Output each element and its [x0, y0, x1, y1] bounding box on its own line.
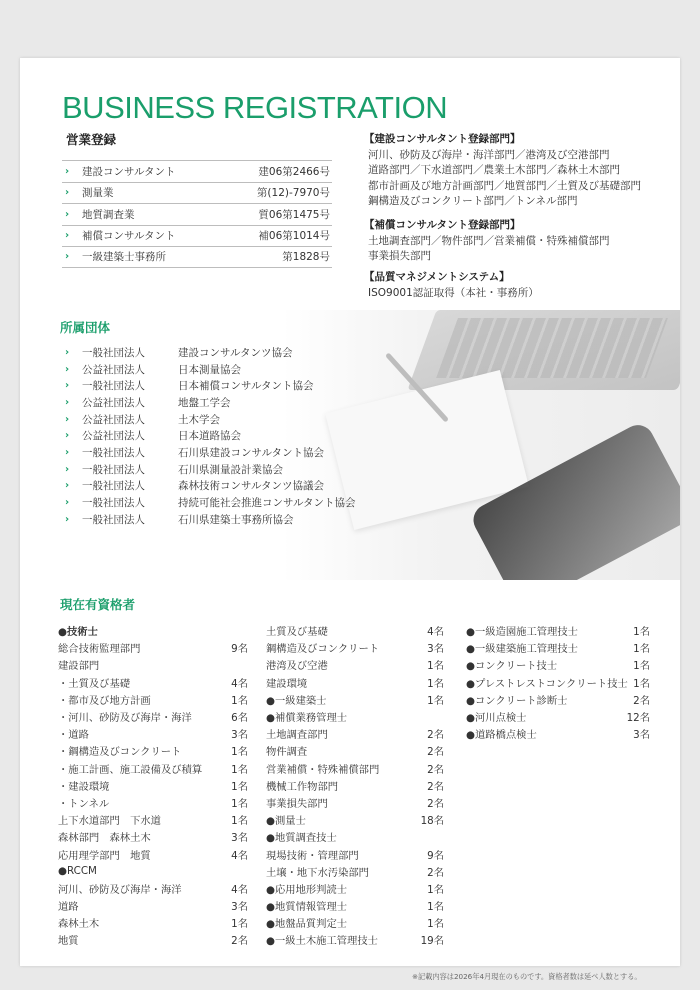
chevron-right-icon: › — [65, 251, 70, 263]
affiliation-item — [62, 494, 356, 511]
qualification-label: 港湾及び空港 — [266, 660, 328, 673]
qualification-count: 1名 — [231, 815, 248, 828]
registration-row — [62, 225, 332, 247]
qualification-count: 4名 — [231, 883, 248, 896]
qualification-label: ・都市及び地方計画 — [58, 694, 151, 707]
section-line: ISO9001認証取得（本社・事務所） — [368, 286, 539, 299]
qualification-row — [266, 880, 444, 897]
qualifications-heading: 現在有資格者 — [60, 597, 136, 612]
affiliation-type: 公益社団法人 — [82, 396, 145, 409]
qualification-row — [266, 828, 444, 845]
affiliation-item — [62, 427, 356, 444]
qualification-count: 1名 — [231, 780, 248, 793]
qualification-row — [58, 742, 248, 759]
compensation-consultant-heading: 【補償コンサルタント登録部門】 — [364, 219, 521, 231]
affiliation-type: 一般社団法人 — [82, 513, 145, 526]
qualification-count: 2名 — [427, 866, 444, 879]
qualification-count: 3名 — [231, 832, 248, 845]
qualification-label: ●応用地形判読士 — [266, 883, 348, 896]
qualification-count: 2名 — [633, 694, 650, 707]
qualification-row — [266, 725, 444, 742]
qualification-count: 1名 — [427, 677, 444, 690]
qualification-label: 事業損失部門 — [266, 797, 328, 810]
qualification-label: ●プレストレストコンクリート技士 — [466, 677, 628, 690]
chevron-right-icon: › — [65, 230, 70, 242]
qualification-label: ●地質情報管理士 — [266, 901, 348, 914]
affiliation-item — [62, 478, 356, 495]
qualification-count: 1名 — [633, 677, 650, 690]
qualification-row — [466, 656, 650, 673]
qualification-label: ●道路橋点検士 — [466, 729, 537, 742]
qualification-count: 2名 — [427, 780, 444, 793]
affiliation-name: 日本測量協会 — [178, 363, 241, 376]
qualification-label: 営業補償・特殊補償部門 — [266, 763, 380, 776]
affiliation-name: 石川県建設コンサルタント協会 — [178, 446, 325, 459]
qualification-count: 1名 — [427, 883, 444, 896]
qualification-count: 1名 — [633, 643, 650, 656]
affiliation-item — [62, 411, 356, 428]
qualification-row — [58, 708, 248, 725]
qualification-row — [266, 863, 444, 880]
qualification-label: 現場技術・管理部門 — [266, 849, 359, 862]
qualification-count: 4名 — [231, 677, 248, 690]
qualification-row — [266, 931, 444, 948]
chevron-right-icon: › — [65, 346, 70, 358]
affiliation-type: 一般社団法人 — [82, 380, 145, 393]
qualification-label: 総合技術監理部門 — [58, 643, 141, 656]
qualification-count: 1名 — [427, 901, 444, 914]
qualification-row — [266, 777, 444, 794]
qualification-count: 1名 — [427, 694, 444, 707]
qualification-row — [266, 897, 444, 914]
qualification-label: ●技術士 — [58, 626, 98, 639]
qualifications-column-3 — [466, 622, 650, 742]
affiliation-name: 石川県建築士事務所協会 — [178, 513, 294, 526]
qualification-row — [266, 674, 444, 691]
registration-number: 補06第1014号 — [258, 230, 330, 243]
qualification-row — [466, 708, 650, 725]
compensation-consultant-section — [364, 218, 610, 265]
qualification-label: ●コンクリート技士 — [466, 660, 558, 673]
affiliation-item — [62, 511, 356, 528]
chevron-right-icon: › — [65, 380, 70, 392]
qualification-row — [466, 674, 650, 691]
qualification-row — [466, 639, 650, 656]
qualification-label: 土質及び基礎 — [266, 626, 328, 639]
registration-number: 第(12)-7970号 — [256, 187, 330, 200]
qualification-row — [58, 880, 248, 897]
affiliations-heading: 所属団体 — [60, 320, 111, 335]
qualification-row — [266, 622, 444, 639]
qualification-row — [58, 777, 248, 794]
construction-consultant-section — [364, 132, 641, 210]
chevron-right-icon: › — [65, 187, 70, 199]
qualification-count: 9名 — [427, 849, 444, 862]
qualification-label: 森林土木 — [58, 918, 100, 931]
affiliation-item — [62, 344, 356, 361]
affiliation-type: 公益社団法人 — [82, 363, 145, 376]
quality-system-heading: 【品質マネジメントシステム】 — [364, 271, 510, 283]
affiliation-name: 地盤工学会 — [178, 396, 231, 409]
qualification-row — [58, 897, 248, 914]
affiliation-type: 公益社団法人 — [82, 430, 145, 443]
document-page — [20, 58, 680, 966]
qualification-count: 12名 — [626, 712, 650, 725]
qualification-label: ・建設環境 — [58, 780, 110, 793]
chevron-right-icon: › — [65, 430, 70, 442]
qualification-label: 道路 — [58, 901, 79, 914]
qualification-row — [58, 639, 248, 656]
qualification-count: 1名 — [633, 660, 650, 673]
affiliation-type: 一般社団法人 — [82, 497, 145, 510]
chevron-right-icon: › — [65, 480, 70, 492]
qualification-row — [58, 674, 248, 691]
qualification-label: ●一級造園施工管理技士 — [466, 626, 578, 639]
qualification-label: 地質 — [58, 935, 79, 948]
qualification-label: 建設部門 — [58, 660, 100, 673]
chevron-right-icon: › — [65, 165, 70, 177]
chevron-right-icon: › — [65, 463, 70, 475]
qualification-row — [266, 639, 444, 656]
qualification-label: 機械工作物部門 — [266, 780, 339, 793]
section-line: 道路部門／下水道部門／農業土木部門／森林土木部門 — [368, 164, 620, 177]
qualification-count: 1名 — [231, 746, 248, 759]
qualification-count: 2名 — [427, 763, 444, 776]
qualification-count: 1名 — [427, 660, 444, 673]
qualification-label: ●地盤品質判定士 — [266, 918, 348, 931]
affiliation-item — [62, 361, 356, 378]
qualification-row — [58, 863, 248, 880]
qualification-count: 2名 — [427, 746, 444, 759]
qualification-count: 2名 — [231, 935, 248, 948]
qualification-row — [266, 691, 444, 708]
qualification-row — [266, 708, 444, 725]
section-line: 鋼構造及びコンクリート部門／トンネル部門 — [368, 195, 578, 208]
qualification-row — [58, 845, 248, 862]
affiliation-type: 一般社団法人 — [82, 463, 145, 476]
qualification-label: ・トンネル — [58, 797, 110, 810]
qualification-label: ●一級土木施工管理技士 — [266, 935, 378, 948]
page-title: BUSINESS REGISTRATION — [62, 90, 448, 125]
affiliation-name: 土木学会 — [178, 413, 220, 426]
qualification-label: 土地調査部門 — [266, 729, 328, 742]
construction-consultant-heading: 【建設コンサルタント登録部門】 — [364, 133, 521, 145]
qualification-count: 4名 — [231, 849, 248, 862]
registration-name: 建設コンサルタント — [82, 165, 176, 178]
affiliation-name: 森林技術コンサルタンツ協議会 — [178, 480, 325, 493]
qualification-label: ●地質調査技士 — [266, 832, 337, 845]
qualification-label: ●測量士 — [266, 815, 306, 828]
section-line: 河川、砂防及び海岸・海洋部門／港湾及び空港部門 — [368, 148, 610, 161]
section-line: 土地調査部門／物件部門／営業補償・特殊補償部門 — [368, 234, 610, 247]
qualification-row — [266, 656, 444, 673]
affiliation-type: 一般社団法人 — [82, 346, 145, 359]
qualification-count: 3名 — [427, 643, 444, 656]
affiliation-name: 石川県測量設計業協会 — [178, 463, 283, 476]
qualification-label: 土壌・地下水汚染部門 — [266, 866, 369, 879]
registration-number: 第1828号 — [282, 251, 330, 264]
qualification-row — [466, 725, 650, 742]
qualification-row — [266, 811, 444, 828]
affiliation-item — [62, 377, 356, 394]
qualification-count: 1名 — [231, 918, 248, 931]
qualification-count: 1名 — [231, 797, 248, 810]
qualification-label: ●河川点検士 — [466, 712, 527, 725]
qualification-count: 3名 — [231, 729, 248, 742]
qualification-label: ●一級建築施工管理技士 — [466, 643, 578, 656]
chevron-right-icon: › — [65, 513, 70, 525]
qualification-label: ●一級建築士 — [266, 694, 327, 707]
qualification-label: ・鋼構造及びコンクリート — [58, 746, 182, 759]
registration-name: 一級建築士事務所 — [82, 251, 166, 264]
qualification-count: 4名 — [427, 626, 444, 639]
qualification-label: ・土質及び基礎 — [58, 677, 131, 690]
affiliation-type: 一般社団法人 — [82, 480, 145, 493]
affiliation-type: 一般社団法人 — [82, 446, 145, 459]
section-line: 都市計画及び地方計画部門／地質部門／土質及び基礎部門 — [368, 179, 641, 192]
qualification-label: 応用理学部門 地質 — [58, 849, 151, 862]
qualification-label: ・施工計画、施工設備及び積算 — [58, 763, 203, 776]
qualifications-column-2 — [266, 622, 444, 949]
qualification-row — [266, 742, 444, 759]
qualification-count: 3名 — [231, 901, 248, 914]
qualification-label: ・河川、砂防及び海岸・海洋 — [58, 712, 192, 725]
qualification-row — [58, 760, 248, 777]
registration-row — [62, 203, 332, 225]
qualification-label: 物件調査 — [266, 746, 308, 759]
qualification-row — [266, 794, 444, 811]
chevron-right-icon: › — [65, 396, 70, 408]
affiliation-name: 建設コンサルタンツ協会 — [178, 346, 293, 359]
qualification-row — [58, 914, 248, 931]
affiliation-item — [62, 394, 356, 411]
qualification-count: 9名 — [231, 643, 248, 656]
registration-number: 質06第1475号 — [258, 208, 330, 221]
chevron-right-icon: › — [65, 413, 70, 425]
qualification-label: ●コンクリート診断士 — [466, 694, 568, 707]
registration-name: 地質調査業 — [82, 208, 135, 221]
affiliation-type: 公益社団法人 — [82, 413, 145, 426]
quality-system-section — [364, 270, 539, 301]
qualification-count: 19名 — [420, 935, 444, 948]
qualification-row — [58, 691, 248, 708]
qualification-label: 上下水道部門 下水道 — [58, 815, 161, 828]
section-line: 事業損失部門 — [368, 250, 431, 263]
affiliations-list — [62, 344, 356, 528]
registration-number: 建06第2466号 — [258, 165, 330, 178]
registration-row — [62, 182, 332, 204]
qualification-row — [466, 622, 650, 639]
registration-heading: 営業登録 — [66, 132, 117, 147]
qualifications-column-1 — [58, 622, 248, 949]
qualification-label: ●RCCM — [58, 865, 97, 878]
registration-name: 測量業 — [82, 187, 114, 200]
chevron-right-icon: › — [65, 497, 70, 509]
affiliation-item — [62, 461, 356, 478]
registration-row — [62, 246, 332, 268]
chevron-right-icon: › — [65, 208, 70, 220]
qualification-label: ●補償業務管理士 — [266, 712, 348, 725]
qualification-row — [58, 811, 248, 828]
chevron-right-icon: › — [65, 446, 70, 458]
qualification-row — [266, 914, 444, 931]
qualification-label: 森林部門 森林土木 — [58, 832, 151, 845]
qualification-row — [58, 656, 248, 673]
qualification-row — [266, 845, 444, 862]
affiliation-name: 日本補償コンサルタント協会 — [178, 380, 314, 393]
registration-table — [62, 160, 332, 268]
qualification-row — [58, 794, 248, 811]
qualification-count: 1名 — [633, 626, 650, 639]
qualification-row — [466, 691, 650, 708]
qualification-label: ・道路 — [58, 729, 89, 742]
affiliation-name: 日本道路協会 — [178, 430, 241, 443]
qualification-row — [58, 931, 248, 948]
affiliation-name: 持続可能社会推進コンサルタント協会 — [178, 497, 356, 510]
registration-row — [62, 160, 332, 182]
qualification-label: 鋼構造及びコンクリート — [266, 643, 380, 656]
qualification-count: 18名 — [420, 815, 444, 828]
chevron-right-icon: › — [65, 363, 70, 375]
registration-name: 補償コンサルタント — [82, 230, 176, 243]
qualification-label: 建設環境 — [266, 677, 308, 690]
qualification-row — [58, 622, 248, 639]
qualification-count: 1名 — [231, 763, 248, 776]
qualification-row — [266, 760, 444, 777]
qualification-count: 2名 — [427, 797, 444, 810]
qualification-count: 3名 — [633, 729, 650, 742]
qualification-count: 2名 — [427, 729, 444, 742]
qualification-row — [58, 828, 248, 845]
qualification-label: 河川、砂防及び海岸・海洋 — [58, 883, 182, 896]
laptop-keyboard-image — [436, 318, 668, 378]
qualification-count: 1名 — [427, 918, 444, 931]
qualification-count: 1名 — [231, 694, 248, 707]
affiliation-item — [62, 444, 356, 461]
footnote: ※記載内容は2026年4月現在のものです。資格者数は延べ人数とする。 — [412, 972, 642, 981]
qualification-count: 6名 — [231, 712, 248, 725]
qualification-row — [58, 725, 248, 742]
